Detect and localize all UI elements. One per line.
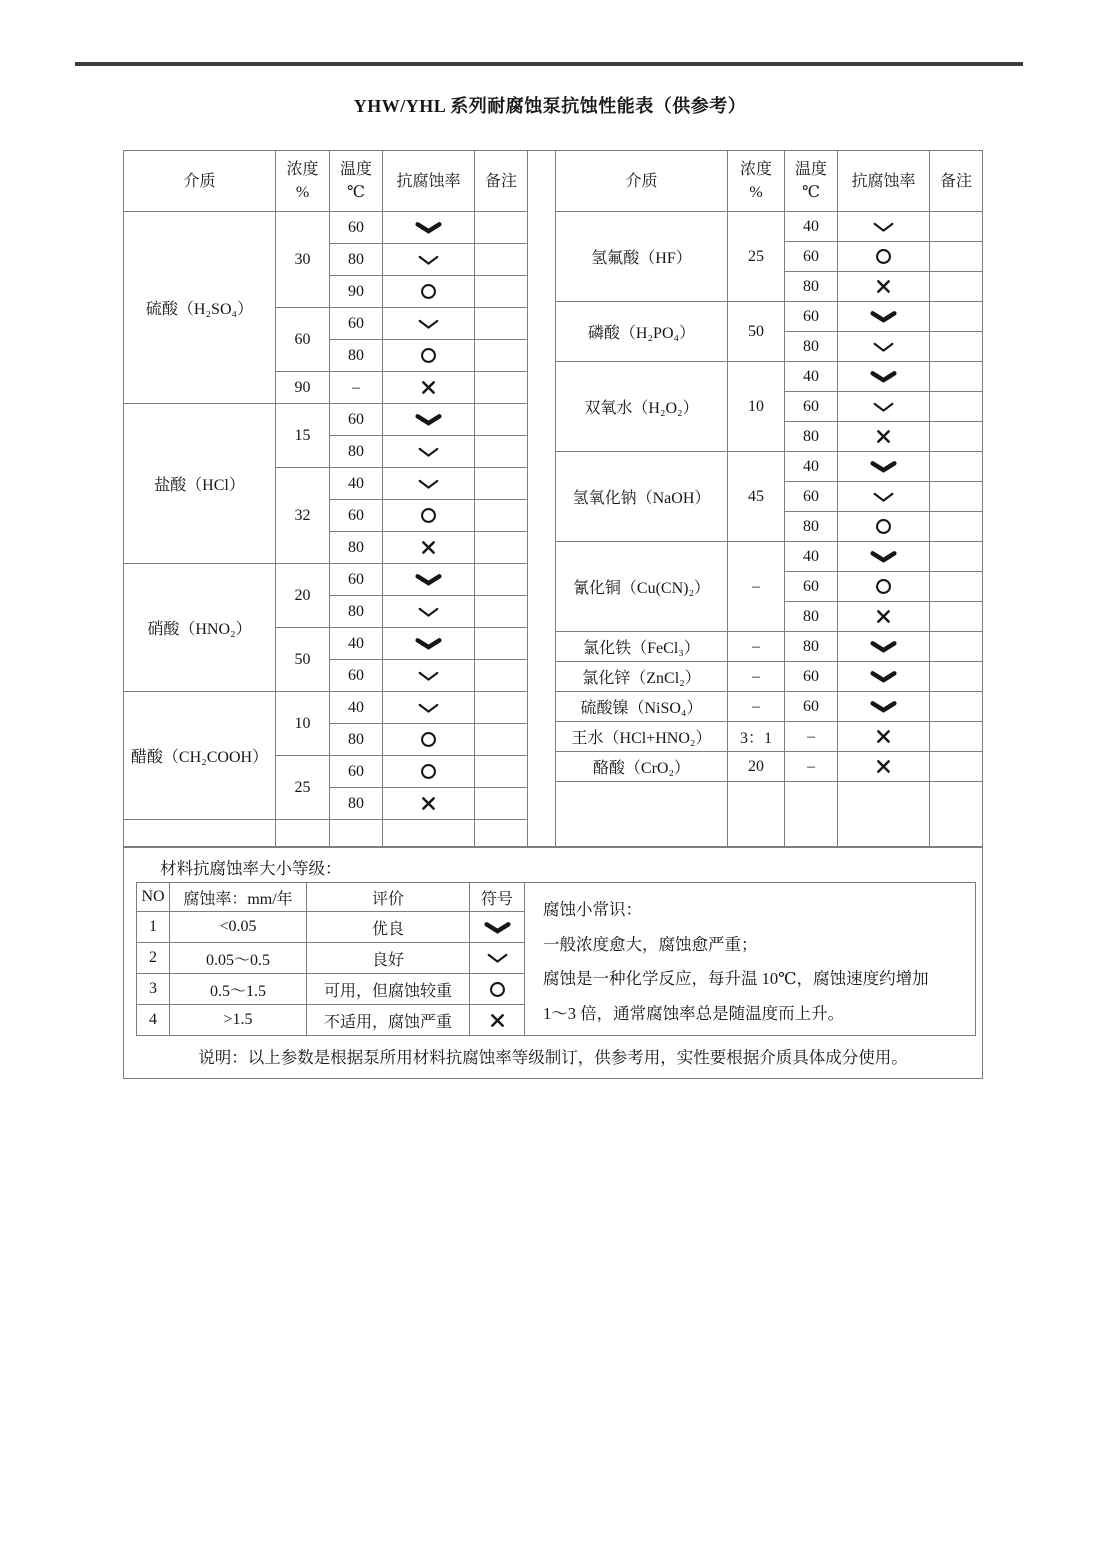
temperature-cell: 80: [330, 596, 383, 628]
poor-symbol-icon: [490, 1013, 505, 1028]
table-row: [556, 542, 983, 572]
excellent-symbol-icon: [415, 637, 442, 650]
excellent-symbol-icon: [484, 921, 511, 934]
remark-cell: [930, 572, 983, 602]
good-symbol-icon: [417, 318, 440, 330]
legend-evaluation-cell: 不适用，腐蚀严重: [307, 1005, 470, 1036]
excellent-symbol-icon: [415, 221, 442, 234]
medium-cell: 氢氧化钠（NaOH）: [556, 452, 728, 542]
resistance-cell: [383, 244, 475, 276]
remark-cell: [475, 340, 528, 372]
col-header-medium: 介质: [124, 151, 276, 212]
legend-rate-cell: 0.05～0.5: [170, 943, 307, 974]
empty-cell: [728, 782, 785, 847]
remark-cell: [930, 722, 983, 752]
temperature-cell: 60: [785, 242, 838, 272]
temperature-cell: 60: [785, 572, 838, 602]
col-header-concentration: 浓度 %: [728, 151, 785, 212]
good-symbol-icon: [872, 401, 895, 413]
medium-cell: 醋酸（CH₂COOH）: [124, 692, 276, 820]
excellent-symbol-icon: [415, 413, 442, 426]
remark-cell: [475, 756, 528, 788]
table-row: [124, 564, 528, 596]
legend-symbol-cell: [470, 912, 525, 943]
poor-symbol-icon: [876, 759, 891, 774]
concentration-cell: 25: [728, 212, 785, 302]
usable-symbol-icon: [420, 283, 437, 300]
temperature-cell: 80: [785, 602, 838, 632]
good-symbol-icon: [417, 478, 440, 490]
legend-evaluation-cell: 可用，但腐蚀较重: [307, 974, 470, 1005]
legend-no-cell: 1: [137, 912, 170, 943]
usable-symbol-icon: [489, 981, 506, 998]
legend-col-header: 评价: [307, 883, 470, 912]
concentration-cell: –: [728, 692, 785, 722]
usable-symbol-icon: [420, 731, 437, 748]
poor-symbol-icon: [876, 429, 891, 444]
medium-cell: 氯化锌（ZnCl₂）: [556, 662, 728, 692]
legend-rate-cell: <0.05: [170, 912, 307, 943]
remark-cell: [930, 482, 983, 512]
corrosion-table-right: [555, 150, 983, 847]
resistance-cell: [838, 752, 930, 782]
temperature-cell: 60: [785, 482, 838, 512]
table-row: [556, 692, 983, 722]
concentration-cell: –: [728, 632, 785, 662]
concentration-cell: 10: [276, 692, 330, 756]
col-header-resistance: 抗腐蚀率: [383, 151, 475, 212]
temperature-cell: 80: [330, 724, 383, 756]
col-header-remark: 备注: [930, 151, 983, 212]
knowledge-line: 腐蚀是一种化学反应，每升温 10℃，腐蚀速度约增加: [543, 969, 929, 988]
medium-cell: 盐酸（HCl）: [124, 404, 276, 564]
remark-cell: [930, 602, 983, 632]
resistance-cell: [383, 276, 475, 308]
empty-cell: [475, 820, 528, 847]
remark-cell: [475, 212, 528, 244]
remark-cell: [475, 724, 528, 756]
resistance-cell: [383, 436, 475, 468]
resistance-cell: [383, 756, 475, 788]
remark-cell: [930, 332, 983, 362]
remark-cell: [475, 788, 528, 820]
resistance-cell: [838, 212, 930, 242]
legend-col-header: 符号: [470, 883, 525, 912]
resistance-cell: [838, 242, 930, 272]
empty-cell: [276, 820, 330, 847]
excellent-symbol-icon: [870, 310, 897, 323]
resistance-cell: [838, 632, 930, 662]
remark-cell: [930, 302, 983, 332]
table-row: [556, 662, 983, 692]
concentration-cell: 30: [276, 212, 330, 308]
temperature-cell: 40: [785, 542, 838, 572]
knowledge-line: 1～3 倍，通常腐蚀率总是随温度而上升。: [543, 1003, 845, 1023]
resistance-cell: [838, 572, 930, 602]
medium-cell: 氰化铜（Cu(CN)₂）: [556, 542, 728, 632]
remark-cell: [930, 692, 983, 722]
corrosion-table-right-body: [556, 151, 983, 847]
legend-table-body: [137, 883, 976, 1036]
col-header-resistance: 抗腐蚀率: [838, 151, 930, 212]
good-symbol-icon: [486, 952, 509, 964]
good-symbol-icon: [417, 254, 440, 266]
remark-cell: [475, 564, 528, 596]
knowledge-cell: [525, 883, 976, 1036]
poor-symbol-icon: [876, 729, 891, 744]
empty-cell: [930, 782, 983, 847]
temperature-cell: 80: [330, 436, 383, 468]
resistance-cell: [838, 722, 930, 752]
resistance-cell: [383, 468, 475, 500]
concentration-cell: –: [728, 542, 785, 632]
temperature-cell: 80: [330, 340, 383, 372]
corrosion-table-left: [123, 150, 528, 847]
corrosion-table-left-body: [124, 151, 528, 847]
resistance-cell: [838, 302, 930, 332]
table-row: [556, 362, 983, 392]
knowledge-line: 腐蚀小常识：: [543, 900, 642, 919]
remark-cell: [475, 596, 528, 628]
resistance-cell: [838, 662, 930, 692]
medium-cell: 王水（HCl+HNO₂）: [556, 722, 728, 752]
resistance-cell: [838, 332, 930, 362]
medium-cell: 硫酸镍（NiSO₄）: [556, 692, 728, 722]
temperature-cell: 80: [785, 272, 838, 302]
empty-cell: [124, 820, 276, 847]
resistance-cell: [838, 422, 930, 452]
legend-no-cell: 2: [137, 943, 170, 974]
temperature-cell: –: [785, 752, 838, 782]
temperature-cell: 80: [785, 632, 838, 662]
usable-symbol-icon: [420, 507, 437, 524]
poor-symbol-icon: [421, 380, 436, 395]
remark-cell: [475, 436, 528, 468]
temperature-cell: 40: [785, 362, 838, 392]
remark-cell: [930, 662, 983, 692]
resistance-cell: [383, 660, 475, 692]
legend-symbol-cell: [470, 974, 525, 1005]
concentration-cell: –: [728, 662, 785, 692]
concentration-cell: 3：1: [728, 722, 785, 752]
table-spacer-column: [528, 150, 555, 847]
concentration-cell: 45: [728, 452, 785, 542]
resistance-cell: [838, 482, 930, 512]
table-row: [556, 722, 983, 752]
medium-cell: 氯化铁（FeCl₃）: [556, 632, 728, 662]
temperature-cell: 40: [330, 468, 383, 500]
table-row: [124, 212, 528, 244]
legend-title: 材料抗腐蚀率大小等级：: [160, 859, 342, 878]
legend-no-cell: 4: [137, 1005, 170, 1036]
concentration-cell: 50: [276, 628, 330, 692]
remark-cell: [930, 752, 983, 782]
remark-cell: [475, 532, 528, 564]
poor-symbol-icon: [421, 540, 436, 555]
temperature-cell: 40: [330, 628, 383, 660]
medium-cell: 硝酸（HNO₂）: [124, 564, 276, 692]
resistance-cell: [838, 272, 930, 302]
resistance-cell: [383, 212, 475, 244]
legend-col-header: 腐蚀率：mm/年: [170, 883, 307, 912]
good-symbol-icon: [417, 446, 440, 458]
table-row: [556, 632, 983, 662]
resistance-cell: [838, 542, 930, 572]
temperature-cell: 60: [330, 404, 383, 436]
excellent-symbol-icon: [870, 640, 897, 653]
temperature-cell: 80: [785, 512, 838, 542]
remark-cell: [930, 542, 983, 572]
legend-rate-cell: 0.5～1.5: [170, 974, 307, 1005]
col-header-temperature: 温度 ℃: [785, 151, 838, 212]
concentration-cell: 20: [728, 752, 785, 782]
resistance-cell: [383, 404, 475, 436]
resistance-cell: [838, 512, 930, 542]
excellent-symbol-icon: [870, 670, 897, 683]
temperature-cell: 80: [785, 332, 838, 362]
resistance-cell: [838, 692, 930, 722]
resistance-cell: [383, 500, 475, 532]
remark-cell: [930, 362, 983, 392]
resistance-cell: [383, 340, 475, 372]
poor-symbol-icon: [876, 609, 891, 624]
empty-cell: [838, 782, 930, 847]
medium-cell: 磷酸（H₂PO₄）: [556, 302, 728, 362]
medium-cell: 酪酸（CrO₂）: [556, 752, 728, 782]
temperature-cell: 90: [330, 276, 383, 308]
remark-cell: [930, 212, 983, 242]
usable-symbol-icon: [420, 347, 437, 364]
concentration-cell: 20: [276, 564, 330, 628]
concentration-cell: 25: [276, 756, 330, 820]
remark-cell: [930, 392, 983, 422]
legend-table: [136, 882, 976, 1036]
empty-cell: [556, 782, 728, 847]
good-symbol-icon: [872, 221, 895, 233]
col-header-medium: 介质: [556, 151, 728, 212]
table-row: [124, 404, 528, 436]
concentration-cell: 10: [728, 362, 785, 452]
empty-cell: [383, 820, 475, 847]
remark-cell: [475, 692, 528, 724]
excellent-symbol-icon: [415, 573, 442, 586]
good-symbol-icon: [417, 606, 440, 618]
empty-cell: [330, 820, 383, 847]
remark-cell: [475, 628, 528, 660]
temperature-cell: 60: [330, 660, 383, 692]
resistance-cell: [383, 692, 475, 724]
legend-no-cell: 3: [137, 974, 170, 1005]
remark-cell: [475, 404, 528, 436]
concentration-cell: 90: [276, 372, 330, 404]
col-header-concentration: 浓度 %: [276, 151, 330, 212]
temperature-cell: 60: [330, 500, 383, 532]
page-title: YHW/YHL 系列耐腐蚀泵抗蚀性能表（供参考）: [353, 96, 747, 116]
legend-symbol-cell: [470, 943, 525, 974]
excellent-symbol-icon: [870, 550, 897, 563]
table-row: [556, 752, 983, 782]
table-header-row: [124, 151, 528, 212]
legend-section: [123, 847, 983, 1079]
temperature-cell: 60: [785, 392, 838, 422]
remark-cell: [475, 660, 528, 692]
temperature-cell: 40: [785, 212, 838, 242]
good-symbol-icon: [417, 670, 440, 682]
resistance-cell: [383, 724, 475, 756]
resistance-cell: [838, 602, 930, 632]
legend-evaluation-cell: 良好: [307, 943, 470, 974]
medium-cell: 双氧水（H₂O₂）: [556, 362, 728, 452]
temperature-cell: 60: [330, 564, 383, 596]
poor-symbol-icon: [421, 796, 436, 811]
remark-cell: [475, 500, 528, 532]
medium-cell: 硫酸（H₂SO₄）: [124, 212, 276, 404]
remark-cell: [475, 372, 528, 404]
temperature-cell: –: [330, 372, 383, 404]
remark-cell: [930, 512, 983, 542]
legend-symbol-cell: [470, 1005, 525, 1036]
remark-cell: [930, 632, 983, 662]
temperature-cell: 60: [785, 692, 838, 722]
resistance-cell: [383, 372, 475, 404]
temperature-cell: 40: [330, 692, 383, 724]
temperature-cell: 40: [785, 452, 838, 482]
resistance-cell: [838, 362, 930, 392]
empty-row: [556, 782, 983, 847]
remark-cell: [475, 276, 528, 308]
table-header-row: [556, 151, 983, 212]
excellent-symbol-icon: [870, 370, 897, 383]
resistance-cell: [383, 788, 475, 820]
usable-symbol-icon: [875, 578, 892, 595]
empty-cell: [785, 782, 838, 847]
temperature-cell: 60: [330, 308, 383, 340]
remark-cell: [930, 452, 983, 482]
col-header-remark: 备注: [475, 151, 528, 212]
remark-cell: [475, 244, 528, 276]
remark-cell: [475, 468, 528, 500]
legend-col-header: NO: [137, 883, 170, 912]
good-symbol-icon: [417, 702, 440, 714]
temperature-cell: 80: [785, 422, 838, 452]
resistance-cell: [383, 532, 475, 564]
temperature-cell: 80: [330, 788, 383, 820]
good-symbol-icon: [872, 491, 895, 503]
temperature-cell: –: [785, 722, 838, 752]
col-header-temperature: 温度 ℃: [330, 151, 383, 212]
resistance-cell: [838, 392, 930, 422]
knowledge-line: 一般浓度愈大，腐蚀愈严重；: [543, 934, 758, 954]
concentration-cell: 50: [728, 302, 785, 362]
usable-symbol-icon: [875, 248, 892, 265]
resistance-cell: [383, 628, 475, 660]
legend-header-row: [137, 883, 976, 912]
excellent-symbol-icon: [870, 460, 897, 473]
poor-symbol-icon: [876, 279, 891, 294]
usable-symbol-icon: [420, 763, 437, 780]
remark-cell: [930, 242, 983, 272]
usable-symbol-icon: [875, 518, 892, 535]
good-symbol-icon: [872, 341, 895, 353]
remark-cell: [930, 422, 983, 452]
legend-evaluation-cell: 优良: [307, 912, 470, 943]
header-rule: [75, 62, 1023, 66]
remark-cell: [475, 308, 528, 340]
resistance-cell: [838, 452, 930, 482]
resistance-cell: [383, 596, 475, 628]
concentration-cell: 60: [276, 308, 330, 372]
temperature-cell: 80: [330, 244, 383, 276]
resistance-cell: [383, 308, 475, 340]
temperature-cell: 60: [330, 756, 383, 788]
table-row: [556, 302, 983, 332]
table-row: [556, 212, 983, 242]
concentration-cell: 15: [276, 404, 330, 468]
temperature-cell: 60: [785, 302, 838, 332]
temperature-cell: 80: [330, 532, 383, 564]
medium-cell: 氢氟酸（HF）: [556, 212, 728, 302]
remark-cell: [930, 272, 983, 302]
corrosion-resistance-table: [123, 150, 983, 847]
temperature-cell: 60: [785, 662, 838, 692]
table-row: [124, 692, 528, 724]
concentration-cell: 32: [276, 468, 330, 564]
legend-rate-cell: >1.5: [170, 1005, 307, 1036]
empty-row: [124, 820, 528, 847]
footnote: 说明：以上参数是根据泵所用材料抗腐蚀率等级制订，供参考用，实性要根据介质具体成分使用。: [198, 1048, 908, 1067]
excellent-symbol-icon: [870, 700, 897, 713]
resistance-cell: [383, 564, 475, 596]
temperature-cell: 60: [330, 212, 383, 244]
table-row: [556, 452, 983, 482]
